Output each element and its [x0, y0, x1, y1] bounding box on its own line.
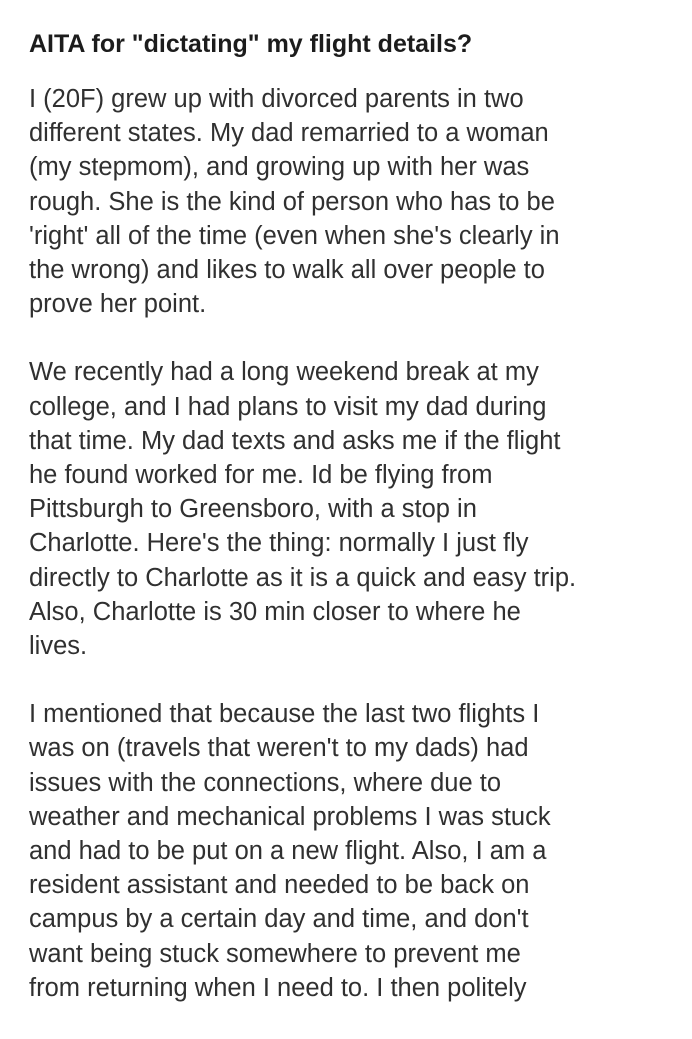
text-line: lives. [29, 632, 88, 661]
text-line: rough. She is the kind of person who has to be [29, 187, 555, 216]
text-line: the wrong) and likes to walk all over people to [29, 256, 545, 285]
text-line: prove her point. [29, 290, 207, 319]
post-body [29, 82, 674, 1005]
text-line: Charlotte. Here's the thing: normally I just fly [29, 529, 529, 558]
text-line: want being stuck somewhere to prevent me [29, 939, 521, 968]
text-line: Pittsburgh to Greensboro, with a stop in [29, 495, 477, 524]
text-line: was on (travels that weren't to my dads) had [29, 734, 529, 763]
post-paragraph-1 [29, 82, 674, 321]
text-line: We recently had a long weekend break at my [29, 358, 539, 387]
text-line: Also, Charlotte is 30 min closer to where he [29, 597, 521, 626]
text-line: different states. My dad remarried to a woman [29, 119, 549, 148]
text-line: that time. My dad texts and asks me if the flight [29, 426, 561, 455]
post-title: AITA for "dictating" my flight details? [29, 30, 473, 58]
text-line: issues with the connections, where due to [29, 768, 502, 797]
text-line: resident assistant and needed to be back on [29, 871, 530, 900]
text-line: he found worked for me. Id be flying from [29, 461, 493, 490]
text-line: I mentioned that because the last two flights I [29, 700, 540, 729]
text-line: (my stepmom), and growing up with her was [29, 153, 530, 182]
text-line: campus by a certain day and time, and don't [29, 905, 529, 934]
text-line: from returning when I need to. I then politely [29, 973, 527, 1002]
text-line: directly to Charlotte as it is a quick and easy trip. [29, 563, 577, 592]
text-line: 'right' all of the time (even when she's clearly in [29, 221, 560, 250]
post-paragraph-3 [29, 697, 674, 1005]
text-line: weather and mechanical problems I was stuck [29, 802, 551, 831]
text-line: and had to be put on a new flight. Also, I am a [29, 837, 547, 866]
post-paragraph-2 [29, 355, 674, 663]
text-line: I (20F) grew up with divorced parents in two [29, 85, 524, 113]
text-line: college, and I had plans to visit my dad during [29, 392, 547, 421]
post [29, 26, 674, 1039]
